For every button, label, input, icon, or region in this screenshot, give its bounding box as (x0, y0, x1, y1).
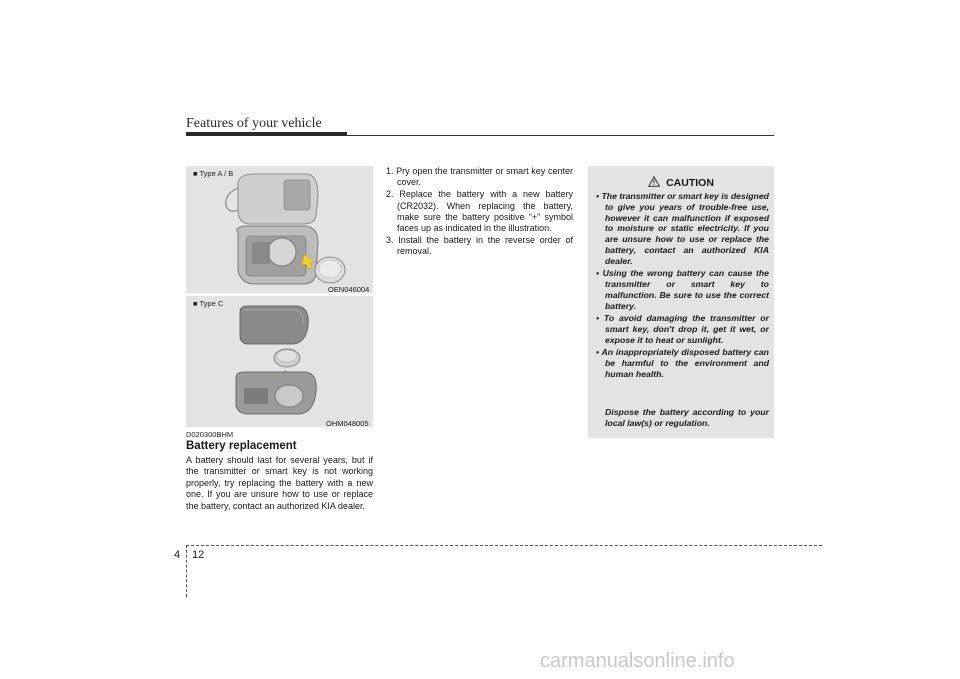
caution-box (588, 166, 774, 438)
section-body: A battery should last for several years, but if the transmitter or smart key is not working properly, try replacing the battery with a new one. If you are unsure how to use or replace the battery, contact an authorized KIA dealer. (186, 455, 373, 511)
section-title: Battery replacement (186, 440, 297, 452)
caution-item: • An inappropriately disposed battery can be harmful to the environment and human health. (596, 346, 769, 379)
footer-vertical-rule (186, 545, 187, 597)
chapter-number: 4 (174, 549, 181, 561)
figure-label: ■ Type A / B (193, 169, 234, 178)
caution-heading-text: CAUTION (666, 177, 714, 189)
header-accent-bar (186, 132, 347, 136)
step-item: 2. Replace the battery with a new battery (CR2032). When replacing the battery, make sure the battery positive “+” symbol faces up as indicated in the illustration. (386, 189, 573, 234)
figure-type-ab (186, 166, 373, 293)
smart-key-c-illustration (186, 296, 373, 427)
warning-triangle-icon (648, 176, 660, 187)
caution-heading (588, 176, 774, 189)
figure-code: OHM048005 (326, 419, 369, 428)
figure-type-c (186, 296, 373, 427)
step-item: 1. Pry open the transmitter or smart key center cover. (386, 166, 573, 188)
smart-key-ab-illustration (186, 166, 373, 293)
instruction-steps (386, 166, 573, 259)
caution-item: • Using the wrong battery can cause the transmitter or smart key to malfunction. Be sure to use the correct battery. (596, 268, 769, 311)
figure-label: ■ Type C (193, 299, 224, 308)
caution-disposal-note: Dispose the battery according to your local law(s) or regulation. (605, 407, 769, 428)
caution-item: • The transmitter or smart key is designed to give you years of trouble-free use, however it can malfunction if exposed to moisture or static electricity. If you are unsure how to use or replace the battery, contact an authorized KIA dealer. (596, 191, 769, 266)
watermark: carmanualsonline.info (540, 650, 735, 672)
page-header-title: Features of your vehicle (186, 116, 322, 131)
document-code: D020300BHM (186, 430, 234, 439)
footer-rule (186, 545, 822, 546)
caution-list (596, 191, 769, 381)
page-number: 12 (192, 549, 205, 561)
caution-item: • To avoid damaging the transmitter or smart key, don't drop it, get it wet, or expose it to heat or sunlight. (596, 312, 769, 345)
step-item: 3. Install the battery in the reverse order of removal. (386, 235, 573, 257)
figure-code: OEN046004 (328, 285, 370, 294)
